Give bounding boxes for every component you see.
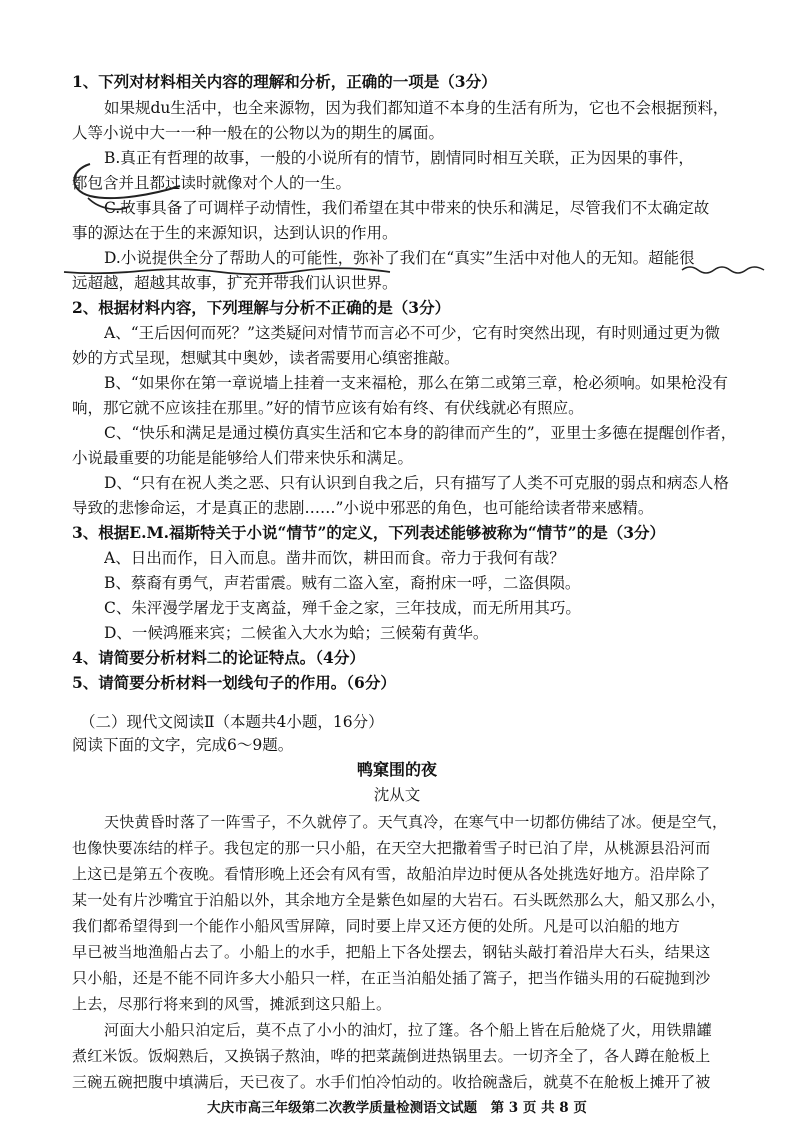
q2-option-a-line2: 妙的方式呈现，想赋其中奥妙，读者需要用心缜密推敲。 (72, 349, 460, 367)
article-line: 河面大小船只泊定后，莫不点了小小的油灯，拉了篷。各个船上皆在后舱烧了火，用铁鼎罐 (104, 1021, 713, 1039)
handwritten-underline-mark (60, 262, 400, 278)
article-line: 上去，尽那行将来到的风雪，摊派到这只船上。 (72, 995, 392, 1013)
q1-stem: 1、下列对材料相关内容的理解和分析，正确的一项是（3分） (72, 72, 497, 91)
q1-option-b-line2: 都包含并且都过读时就像对个人的一生。 (72, 174, 352, 192)
article-line: 早已被当地渔船占去了。小船上的水手，把船上下各处摆去，钢钻头敲打着沿岸大石头，结果这 (72, 943, 711, 961)
article-line: 只小船，还是不能不同许多大小船只一样，在正当泊船处插了篙子，把当作锚头用的石碇抛到沙 (72, 969, 711, 987)
q3-option-d: D、一候鸿雁来宾；二候雀入大水为蛤；三候菊有黄华。 (104, 624, 489, 642)
article-line: 煮红米饭。饭焖熟后，又换锅子熬油，哗的把菜蔬倒进热锅里去。一切齐全了，各人蹲在舱板上 (72, 1047, 711, 1065)
article-line: 也像快要冻结的样子。我包定的那一只小船，在天空大把撒着雪子时已泊了岸，从桃源县沿河而 (72, 839, 711, 857)
q1-option-c-line2: 事的源达在于生的来源知识，达到认识的作用。 (72, 224, 398, 242)
article-title: 鸭窠围的夜 (356, 760, 437, 779)
article-line: 三碗五碗把腹中填满后，天已夜了。水手们怕冷怕动的。收拾碗盏后，就莫不在舱板上摊开了被 (72, 1073, 711, 1091)
page-footer: 大庆市高三年级第二次教学质量检测语文试题 第 3 页 共 8 页 (207, 1100, 587, 1116)
q1-option-a-line1: 如果规du生活中，也全来源物，因为我们都知道不本身的生活有所为，它也不会根据预料， (104, 99, 729, 117)
q2-option-b-line2: 响，那它就不应该挂在那里。”好的情节应该有始有终、有伏线就必有照应。 (72, 399, 584, 417)
q3-option-c: C、朱泙漫学屠龙于支离益，殚千金之家，三年技成，而无所用其巧。 (104, 599, 581, 617)
q3-option-a: A、日出而作，日入而息。凿井而饮，耕田而食。帝力于我何有哉？ (104, 549, 565, 567)
q2-option-b-line1: B、“如果你在第一章说墙上挂着一支来福枪，那么在第二或第三章，枪必须响。如果枪没有 (104, 374, 728, 392)
q2-option-d-line1: D、“只有在祝人类之恶、只有认识到自我之后，只有描写了人类不可克服的弱点和病态人格 (104, 474, 729, 492)
q2-option-a-line1: A、“王后因何而死？”这类疑问对情节而言必不可少，它有时突然出现，有时则通过更为微 (104, 324, 721, 342)
section2-header: （二）现代文阅读Ⅱ（本题共4小题，16分） (80, 713, 384, 731)
q1-option-c-line1: C.故事具备了可调样子动情性，我们希望在其中带来的快乐和满足，尽管我们不太确定故 (104, 199, 710, 217)
article-line: 某一处有片沙嘴宜于泊船以外，其余地方全是紫色如屋的大岩石。石头既然那么大，船又那么小， (72, 891, 726, 909)
q3-stem: 3、根据E.M.福斯特关于小说“情节”的定义，下列表述能够被称为“情节”的是（3分） (72, 523, 665, 542)
q2-option-d-line2: 导致的悲惨命运，才是真正的悲剧……”小说中邪恶的角色，也可能给读者带来感精。 (72, 499, 654, 517)
q1-option-a-line2: 人等小说中大一一种一般在的公物以为的期生的属面。 (72, 124, 445, 142)
handwritten-circle-mark (60, 150, 200, 220)
q4-stem: 4、请简要分析材料二的论证特点。（4分） (72, 648, 365, 667)
q1-option-d-line1: D.小说提供全分了帮助人的可能性，弥补了我们在“真实”生活中对他人的无知。超能很 (104, 249, 695, 267)
section2-instruction: 阅读下面的文字，完成6～9题。 (72, 736, 294, 754)
article-author: 沈从文 (373, 786, 421, 804)
article-line: 上这已是第五个夜晚。看情形晚上还会有风有雪，故船泊岸边时便从各处挑选好地方。沿岸除了 (72, 865, 711, 883)
article-line: 我们都希望得到一个能作小船风雪屏障，同时要上岸又还方便的处所。凡是可以泊船的地方 (72, 917, 681, 935)
q5-stem: 5、请简要分析材料一划线句子的作用。（6分） (72, 673, 396, 692)
handwritten-wave-mark (680, 262, 770, 276)
q2-option-c-line1: C、“快乐和满足是通过模仿真实生活和它本身的韵律而产生的”，亚里士多德在提醒创作者， (104, 424, 737, 442)
q2-option-c-line2: 小说最重要的功能是能够给人们带来快乐和满足。 (72, 449, 414, 467)
q2-stem: 2、根据材料内容，下列理解与分析不正确的是（3分） (72, 298, 451, 317)
q1-option-d-line2: 远超越，超越其故事，扩充并带我们认识世界。 (72, 274, 398, 292)
q1-option-b-line1: B.真正有哲理的故事，一般的小说所有的情节，剧情同时相互关联，正为因果的事件， (104, 149, 694, 167)
article-line: 天快黄昏时落了一阵雪子，不久就停了。天气真冷，在寒气中一切都仿佛结了冰。便是空气， (104, 813, 728, 831)
q3-option-b: B、蔡裔有勇气，声若雷震。贼有二盗入室，裔拊床一呼，二盗俱陨。 (104, 574, 581, 592)
